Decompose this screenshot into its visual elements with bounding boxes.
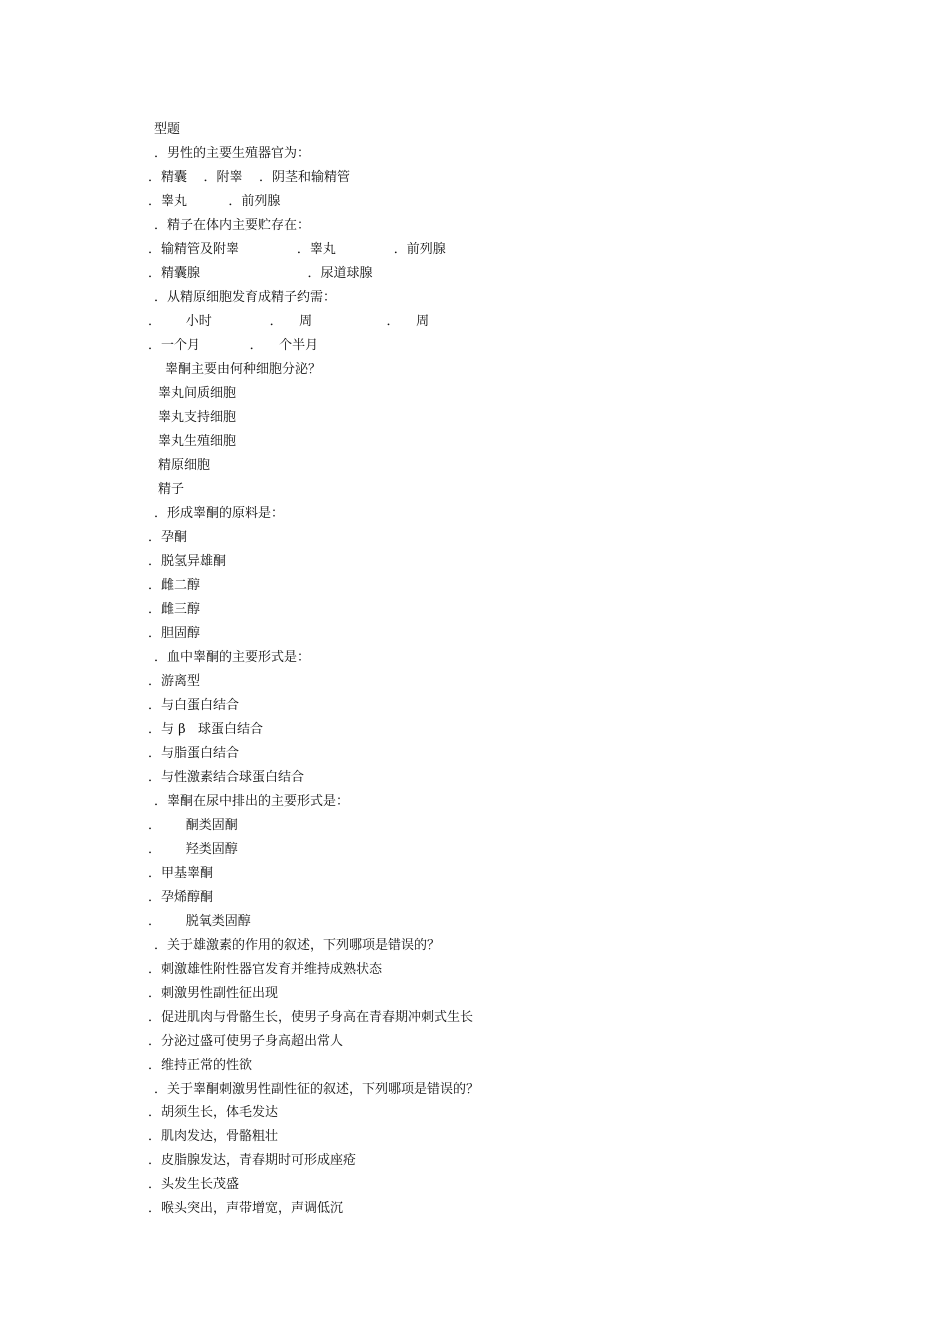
options-row: ．一个月 ． 个半月 [148,338,319,353]
option-item: ．孕酮 [148,530,188,545]
option-item: ．肌肉发达，骨骼粗壮 [148,1129,279,1144]
options-row: ．精囊腺 ．尿道球腺 [148,266,373,281]
options-row: ． 小时 ． 周 ． 周 [148,314,430,329]
option-item: 睾丸生殖细胞 [158,434,237,449]
option-item: ．与性激素结合球蛋白结合 [148,770,305,785]
option-item: ．胡须生长，体毛发达 [148,1105,279,1120]
option-item: ．与白蛋白结合 [148,698,240,713]
option-item: 精原细胞 [158,458,211,473]
options-row: ．精囊 ．附睾 ．阴茎和输精管 [148,170,351,185]
option-item: ．刺激男性副性征出现 [148,986,279,1001]
question-1: ．男性的主要生殖器官为： [154,146,311,161]
question-6: ．血中睾酮的主要形式是： [154,650,311,665]
option-item: ．促进肌肉与骨骼生长，使男子身高在青春期冲刺式生长 [148,1010,474,1025]
question-3: ．从精原细胞发育成精子约需： [154,290,337,305]
option-item: 睾丸间质细胞 [158,386,237,401]
question-4: 睾酮主要由何种细胞分泌？ [165,362,322,377]
option-item: 精子 [158,482,185,497]
option-item: ．胆固醇 [148,626,201,641]
option-item: ．脱氢异雄酮 [148,554,227,569]
option-item: ．孕烯醇酮 [148,890,214,905]
option-item: ．维持正常的性欲 [148,1058,253,1073]
question-8: ．关于雄激素的作用的叙述，下列哪项是错误的？ [154,938,441,953]
option-item: ．皮脂腺发达，青春期时可形成座疮 [148,1153,357,1168]
option-item: ．喉头突出，声带增宽，声调低沉 [148,1201,344,1216]
question-5: ．形成睾酮的原料是： [154,506,285,521]
options-row: ．睾丸 ．前列腺 [148,194,281,209]
option-item: ．甲基睾酮 [148,866,214,881]
option-item: ．雌二醇 [148,578,201,593]
question-9: ．关于睾酮刺激男性副性征的叙述，下列哪项是错误的？ [154,1082,480,1097]
option-item: ． 酮类固酮 [148,818,238,833]
option-item: ． 脱氧类固醇 [148,914,251,929]
option-item: ．分泌过盛可使男子身高超出常人 [148,1034,344,1049]
option-item: ．头发生长茂盛 [148,1177,240,1192]
section-heading: 型题 [154,122,181,137]
options-row: ．输精管及附睾 ．睾丸 ．前列腺 [148,242,446,257]
question-2: ．精子在体内主要贮存在： [154,218,311,233]
option-item: ．雌三醇 [148,602,201,617]
option-item: ．与脂蛋白结合 [148,746,240,761]
option-item: ．与 β 球蛋白结合 [148,722,264,737]
question-7: ．睾酮在尿中排出的主要形式是： [154,794,350,809]
option-item: 睾丸支持细胞 [158,410,237,425]
option-item: ． 羟类固醇 [148,842,238,857]
option-item: ．刺激雄性附性器官发育并维持成熟状态 [148,962,383,977]
option-item: ．游离型 [148,674,201,689]
